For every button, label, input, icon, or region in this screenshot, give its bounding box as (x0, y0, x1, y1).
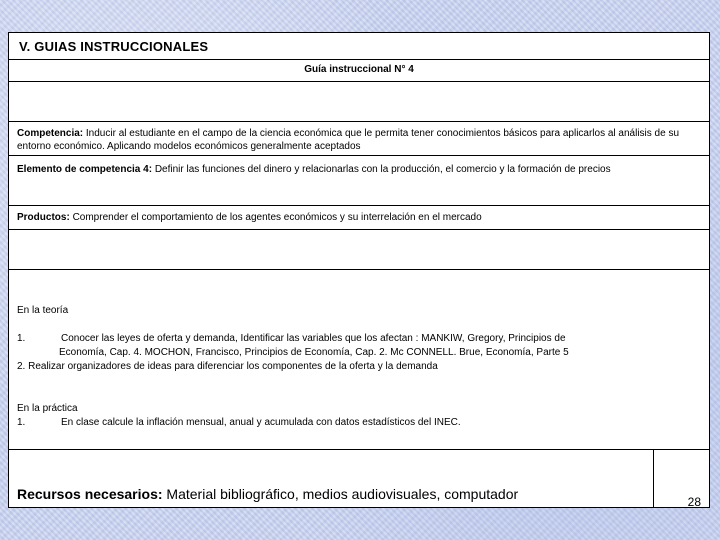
teoria-item-1-line-1: Conocer las leyes de oferta y demanda, Identificar las variables que los afectan : MANKIW, Gregory, Principios de (61, 333, 566, 344)
teoria-item-1-line-2: Economía, Cap. 4. MOCHON, Francisco, Principios de Economía, Cap. 2. Mc CONNELL. Brue, Economía, Parte 5 (59, 347, 569, 358)
guide-title-row (9, 59, 709, 81)
page-number: 28 (687, 495, 701, 509)
practica-item-1-text: En clase calcule la inflación mensual, anual y acumulada con datos estadísticos del INEC. (61, 417, 461, 428)
productos-row (9, 205, 709, 229)
competencia-text (17, 127, 699, 153)
practica-item-1-number: 1. (17, 417, 26, 428)
empty-row-middle (9, 229, 709, 269)
productos-body: Comprender el comportamiento de los agentes económicos y su interrelación en el mercado (72, 212, 482, 223)
resources-label: Recursos necesarios: (17, 486, 163, 502)
productos-text (17, 211, 699, 224)
productos-label: Productos: (17, 212, 70, 223)
resources-body: Material bibliográfico, medios audiovisuales, computador (166, 486, 519, 502)
resources-text (17, 486, 518, 502)
activities-row (9, 269, 709, 449)
teoria-item-2: 2. Realizar organizadores de ideas para diferenciar los componentes de la oferta y la demanda (17, 361, 438, 372)
empty-row-top (9, 81, 709, 121)
section-title: V. GUIAS INSTRUCCIONALES (19, 39, 209, 54)
elemento-row (9, 155, 709, 205)
competencia-row (9, 121, 709, 155)
competencia-label: Competencia: (17, 128, 84, 139)
teoria-heading: En la teoría (17, 305, 69, 316)
teoria-item-1 (17, 332, 699, 345)
elemento-body: Definir las funciones del dinero y relacionarlas con la producción, el comercio y la formación de precios (154, 164, 611, 175)
resources-row (9, 449, 709, 507)
elemento-label: Elemento de competencia 4: (17, 164, 153, 175)
elemento-text (17, 163, 699, 176)
teoria-item-1-number: 1. (17, 333, 26, 344)
page-number-box (653, 450, 709, 507)
instructional-guide-document (8, 32, 710, 508)
guide-title: Guía instruccional N° 4 (304, 64, 414, 75)
practica-heading: En la práctica (17, 403, 78, 414)
competencia-body: Inducir al estudiante en el campo de la ciencia económica que le permita tener conocimientos básicos para aplicarlos al análisis de su entorno económico. Aplicando modelos económicos generalmente aceptados (17, 128, 680, 152)
practica-item-1 (17, 416, 699, 429)
